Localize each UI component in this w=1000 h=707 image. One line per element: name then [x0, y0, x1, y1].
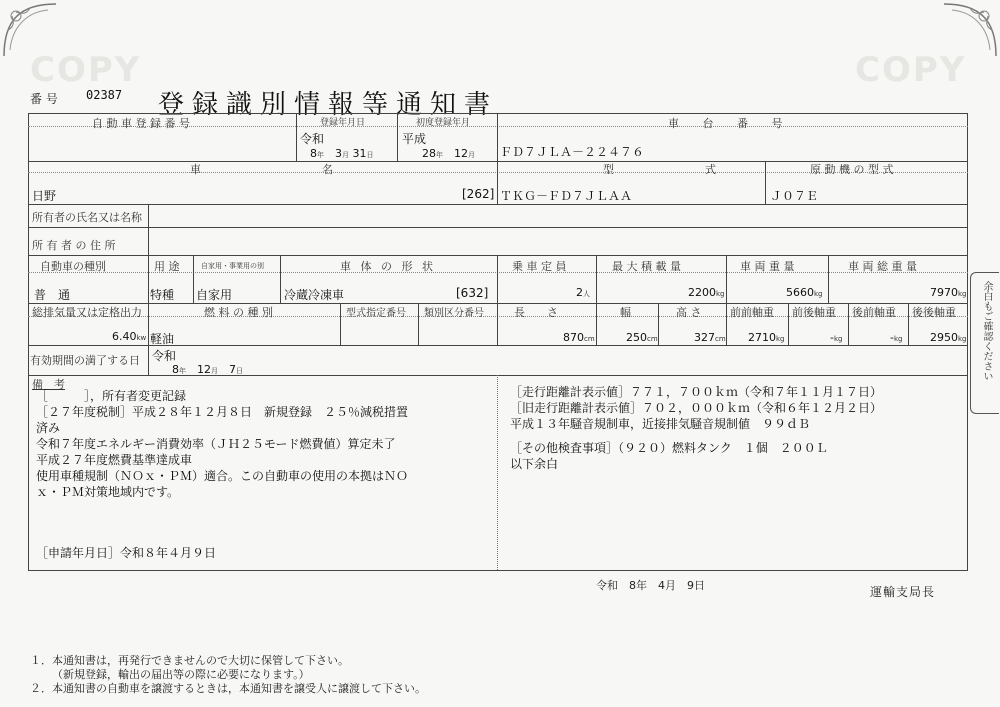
remark-line — [510, 432, 882, 440]
displacement-number: 6.40 — [112, 330, 137, 343]
rear-front-axle-value — [890, 331, 902, 344]
issuing-office: 運輸支局長 — [870, 585, 936, 599]
private-value: 自家用 — [196, 288, 233, 302]
use-value: 特種 — [150, 288, 175, 302]
remark-line: 平成１３年騒音規制車，近接排気騒音規制値 ９９ｄＢ — [510, 417, 811, 431]
reg-era: 令和 — [300, 132, 325, 146]
length-label: 長 さ — [514, 306, 558, 319]
front-front-axle-unit: kg — [776, 335, 785, 343]
gross-weight-unit: kg — [958, 290, 967, 298]
body-shape-label: 車 体 の 形 状 — [340, 260, 436, 273]
fuel-type-label: 燃 料 の 種 別 — [204, 306, 273, 319]
rear-rear-axle-number: 2950 — [930, 331, 958, 344]
footer-note: １．本通知書は，再発行できませんので大切に保管して下さい。 — [30, 654, 349, 667]
body-shape: 冷蔵冷凍車 — [284, 288, 345, 302]
front-rear-axle-unit: kg — [833, 335, 843, 343]
first-reg-year: 28 — [422, 147, 436, 160]
maker-code: [262] — [462, 187, 495, 201]
rear-front-axle-unit: kg — [893, 335, 903, 343]
remark-line: ［旧走行距離計表示値］７０２，０００ｋｍ（令和６年１２月２日） — [510, 401, 883, 415]
reg-number-label: 自 動 車 登 録 番 号 — [92, 117, 190, 130]
private-label: 自家用・事業用の別 — [201, 262, 264, 270]
footer-note: （新規登録，輸出の届出等の際に必要になります。） — [52, 668, 310, 681]
remark-line: ｘ・ＰＭ対策地域内です。 — [36, 485, 180, 499]
expiry-year: 8 — [172, 363, 179, 376]
front-front-axle-value — [748, 331, 785, 344]
capacity-value — [576, 286, 590, 299]
gross-weight-label: 車 両 総 重 量 — [848, 260, 917, 273]
expiry-month: 12 — [197, 363, 211, 376]
height-unit: cm — [715, 335, 726, 343]
width-label: 幅 — [620, 306, 631, 319]
width-number: 250 — [626, 331, 647, 344]
class-number-label: 類別区分番号 — [424, 308, 484, 319]
first-reg-date: 28年 12月 — [422, 147, 475, 160]
remark-line: ［ ］，所有者変更記録 — [36, 389, 187, 403]
issue-date: 令和 8年 4月 9日 — [596, 579, 705, 592]
weight-value — [786, 286, 823, 299]
weight-number: 5660 — [786, 286, 814, 299]
remark-line: 令和７年度エネルギー消費効率（ＪＨ２５モード燃費値）算定未了 — [36, 437, 396, 451]
model-type: ＴＫＧ－ＦＤ７ＪＬＡＡ — [500, 189, 633, 203]
rear-front-axle-label: 後前軸重 — [852, 306, 896, 319]
height-number: 327 — [694, 331, 715, 344]
fuel-type: 軽油 — [150, 332, 175, 346]
max-load-unit: kg — [716, 290, 725, 298]
rear-rear-axle-value — [930, 331, 967, 344]
weight-unit: kg — [814, 290, 823, 298]
chassis-number: ＦＤ７ＪＬＡ－２２４７６ — [500, 145, 645, 159]
type-label-b: 式 — [705, 163, 716, 176]
height-label: 高 さ — [676, 306, 702, 319]
reg-date-label: 登録年月日 — [320, 118, 366, 128]
application-date: ［申請年月日］令和８年４月９日 — [36, 546, 217, 560]
capacity-number: 2 — [576, 286, 583, 299]
width-value — [626, 331, 658, 344]
engine-type-label: 原 動 機 の 型 式 — [810, 163, 894, 176]
max-load-number: 2200 — [688, 286, 716, 299]
length-unit: cm — [584, 335, 595, 343]
rear-rear-axle-label: 後後軸重 — [912, 306, 956, 319]
remark-line: ［２７年度税制］平成２８年１２月８日 新規登録 ２５％減税措置 — [36, 405, 409, 419]
remarks-left — [36, 388, 408, 500]
gross-weight-number: 7970 — [930, 286, 958, 299]
remark-line: 済み — [36, 421, 61, 435]
front-front-axle-label: 前前軸重 — [730, 306, 774, 319]
weight-label: 車 両 重 量 — [740, 260, 795, 273]
watermark-copy-right: COPY — [855, 50, 967, 90]
remark-line: ［走行距離計表示値］７７１，７００ｋｍ（令和７年１１月１７日） — [510, 385, 883, 399]
engine-type: Ｊ０７Ｅ — [770, 189, 819, 203]
capacity-unit: 人 — [583, 290, 590, 298]
max-load-label: 最 大 積 載 量 — [612, 260, 681, 273]
footer-note: ２．本通知書の自動車を譲渡するときは，本通知書を譲受人に譲渡して下さい。 — [30, 682, 426, 695]
type-label-a: 型 — [603, 163, 614, 176]
vehicle-kind-label: 自動車の種別 — [40, 260, 106, 273]
number-label: 番 号 — [30, 92, 58, 106]
front-rear-axle-number: - — [830, 331, 834, 344]
expiry-date: 8年 12月 7日 — [172, 363, 243, 376]
expiry-label: 有効期間の満了する日 — [30, 354, 140, 367]
first-reg-month: 12 — [454, 147, 468, 160]
remark-line: ［その他検査事項］（９２０）燃料タンク １個 ２００Ｌ — [510, 441, 828, 455]
first-reg-era: 平成 — [402, 132, 427, 146]
document-number: 02387 — [86, 88, 123, 102]
vehicle-kind: 普 通 — [34, 288, 71, 302]
displacement-label: 総排気量又は定格出力 — [32, 306, 142, 319]
rear-front-axle-number: - — [890, 331, 894, 344]
length-value — [563, 331, 595, 344]
document-title: 登録識別情報等通知書 — [158, 90, 499, 120]
length-number: 870 — [563, 331, 584, 344]
expiry-day: 7 — [229, 363, 236, 376]
gross-weight-value — [930, 286, 967, 299]
chassis-label: 車 台 番 号 — [668, 117, 793, 130]
reg-year: 8年 3月 31日 — [310, 147, 374, 160]
car-name-label-a: 車 — [190, 163, 201, 176]
owner-address-label: 所 有 者 の 住 所 — [32, 239, 116, 252]
model-designation-label: 型式指定番号 — [346, 308, 406, 319]
width-unit: cm — [647, 335, 658, 343]
watermark-copy-left: COPY — [30, 50, 142, 90]
maker-name: 日野 — [32, 189, 57, 203]
front-rear-axle-value — [830, 331, 842, 344]
remarks-right — [510, 384, 882, 472]
reg-day-value: 31 — [352, 147, 367, 160]
front-rear-axle-label: 前後軸重 — [792, 306, 836, 319]
reg-month-value: 3 — [335, 147, 342, 160]
remark-line: 以下余白 — [510, 457, 559, 471]
owner-name-label: 所有者の氏名又は名称 — [32, 211, 142, 224]
remark-line: 平成２７年度燃費基準達成車 — [36, 453, 193, 467]
capacity-label: 乗 車 定 員 — [512, 260, 567, 273]
front-front-axle-number: 2710 — [748, 331, 776, 344]
remarks-label: 備 考 — [32, 378, 65, 391]
max-load-value — [688, 286, 725, 299]
use-label: 用 途 — [154, 260, 180, 273]
remark-line: 使用車種規制（ＮＯｘ・ＰＭ）適合。この自動車の使用の本拠はＮＯ — [36, 469, 409, 483]
first-reg-label: 初度登録年月 — [416, 118, 471, 128]
body-code: [632] — [456, 286, 489, 300]
car-name-label-b: 名 — [322, 163, 333, 176]
displacement-unit: kw — [136, 334, 147, 342]
expiry-era: 令和 — [152, 349, 177, 363]
margin-check-tab — [970, 272, 999, 414]
margin-check-text: 余白もご確認ください — [981, 281, 992, 381]
reg-year-value: 8 — [310, 147, 317, 160]
displacement-value — [112, 330, 146, 343]
rear-rear-axle-unit: kg — [958, 335, 967, 343]
height-value — [694, 331, 726, 344]
